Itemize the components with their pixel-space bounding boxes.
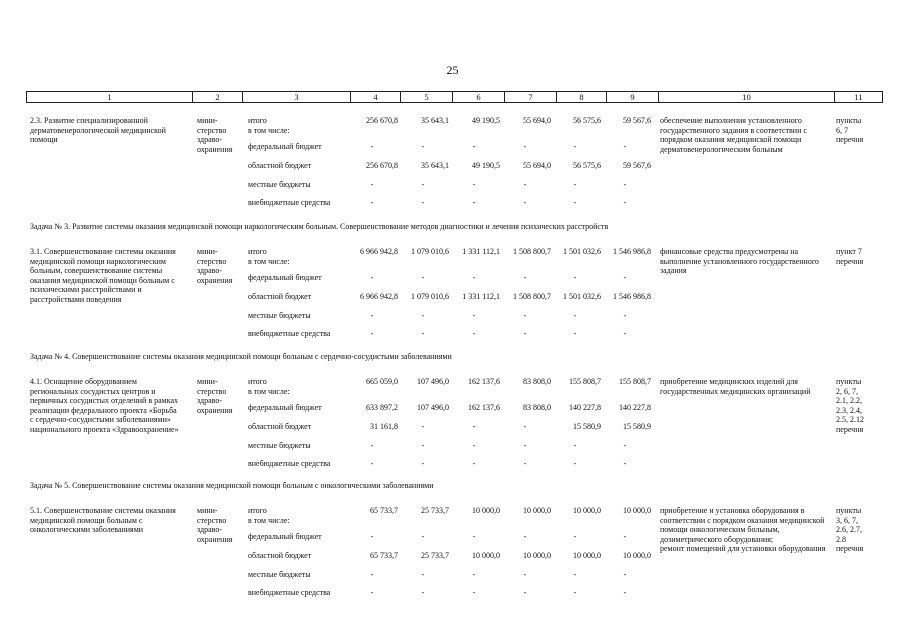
column-header: 5 — [401, 92, 453, 103]
expected-result: финансовые средства предусмотрены на выполнение установленного государственного задания — [660, 247, 819, 276]
funding-value: - — [623, 532, 627, 541]
funding-value: 35 643,1 — [421, 161, 449, 170]
funding-value: - — [523, 198, 527, 207]
funding-value: 25 733,7 — [421, 551, 449, 560]
column-header: 7 — [505, 92, 557, 103]
funding-value: 1 079 010,6 — [411, 292, 449, 301]
activity-name: 4.1. Оснащение оборудованием региональных сосудистых центров и первичных сосудистых отделений в рамках реализации федерального проекта «Борьба с сердечно-сосудистыми заболеваниями» национального проекта «Здравоохранение» — [30, 377, 179, 434]
funding-value: 1 331 112,1 — [462, 247, 500, 256]
funding-value: - — [523, 180, 527, 189]
funding-value: 155 808,7 — [619, 377, 651, 386]
funding-value: - — [472, 588, 476, 597]
task-heading: Задача № 5. Совершенствование системы оказания медицинской помощи больным с онкологическими заболеваниями — [30, 481, 434, 490]
funding-value: - — [523, 422, 527, 431]
funding-value: 15 580,9 — [623, 422, 651, 431]
funding-value: 10 000,0 — [472, 506, 500, 515]
funding-value: - — [370, 588, 374, 597]
funding-source-label: итого в том числе: — [248, 247, 290, 266]
executor: мини- стерство здраво- охранения — [197, 377, 233, 415]
funding-value: - — [523, 311, 527, 320]
funding-value: - — [370, 459, 374, 468]
funding-source-label: внебюджетные средства — [248, 459, 331, 468]
funding-value: - — [523, 273, 527, 282]
funding-source-label: внебюджетные средства — [248, 329, 331, 338]
funding-value: 140 227,8 — [619, 403, 651, 412]
funding-value: 1 501 032,6 — [563, 247, 601, 256]
funding-value: 665 059,0 — [366, 377, 398, 386]
funding-value: - — [623, 273, 627, 282]
funding-value: - — [472, 441, 476, 450]
funding-value: 107 496,0 — [417, 403, 449, 412]
executor: мини- стерство здраво- охранения — [197, 247, 233, 285]
funding-value: - — [421, 459, 425, 468]
task-heading: Задача № 4. Совершенствование системы оказания медицинской помощи больным с сердечно-сосудистыми заболеваниями — [30, 352, 452, 361]
program-points: пункт 7 перечня — [836, 247, 864, 266]
funding-source-label: местные бюджеты — [248, 570, 311, 579]
funding-value: 25 733,7 — [421, 506, 449, 515]
funding-value: - — [421, 273, 425, 282]
funding-source-label: федеральный бюджет — [248, 142, 322, 151]
funding-source-label: федеральный бюджет — [248, 273, 322, 282]
funding-value: 6 966 942,8 — [360, 292, 398, 301]
funding-value: - — [472, 180, 476, 189]
funding-value: 1 331 112,1 — [462, 292, 500, 301]
funding-value: - — [370, 570, 374, 579]
funding-value: - — [573, 570, 577, 579]
funding-value: - — [472, 329, 476, 338]
program-points: пункты 6, 7 перечня — [836, 116, 864, 145]
funding-value: - — [523, 441, 527, 450]
funding-value: - — [421, 441, 425, 450]
funding-value: 49 190,5 — [472, 116, 500, 125]
funding-value: 107 496,0 — [417, 377, 449, 386]
funding-value: 56 575,6 — [573, 116, 601, 125]
funding-value: 162 137,6 — [468, 377, 500, 386]
funding-value: 256 670,8 — [366, 116, 398, 125]
funding-source-label: внебюджетные средства — [248, 588, 331, 597]
executor: мини- стерство здраво- охранения — [197, 116, 233, 154]
funding-source-label: областной бюджет — [248, 422, 312, 431]
funding-value: 49 190,5 — [472, 161, 500, 170]
funding-value: 56 575,6 — [573, 161, 601, 170]
funding-value: - — [523, 570, 527, 579]
funding-value: - — [623, 180, 627, 189]
funding-value: - — [573, 198, 577, 207]
funding-value: - — [573, 441, 577, 450]
funding-value: - — [623, 459, 627, 468]
funding-value: - — [370, 311, 374, 320]
funding-value: 65 733,7 — [370, 506, 398, 515]
funding-value: 83 808,0 — [523, 403, 551, 412]
funding-value: - — [573, 142, 577, 151]
column-header: 6 — [453, 92, 505, 103]
expected-result: обеспечение выполнения установленного государственного задания в соответствии с порядком оказания медицинской помощи дерматовенерологическим больным — [660, 116, 807, 154]
funding-value: 256 670,8 — [366, 161, 398, 170]
funding-value: - — [523, 532, 527, 541]
funding-source-label: областной бюджет — [248, 161, 312, 170]
funding-value: - — [370, 273, 374, 282]
funding-value: 1 501 032,6 — [563, 292, 601, 301]
funding-value: - — [573, 180, 577, 189]
funding-value: 10 000,0 — [623, 506, 651, 515]
funding-value: - — [370, 329, 374, 338]
funding-value: - — [421, 570, 425, 579]
funding-value: 1 546 986,8 — [613, 292, 651, 301]
task-heading: Задача № 3. Развитие системы оказания медицинской помощи наркологическим больным. Совершенствование методов диагностики и лечения психических расстройств — [30, 222, 609, 231]
funding-value: 83 808,0 — [523, 377, 551, 386]
funding-value: 55 694,0 — [523, 161, 551, 170]
funding-value: - — [523, 459, 527, 468]
funding-value: - — [472, 311, 476, 320]
executor: мини- стерство здраво- охранения — [197, 506, 233, 544]
funding-value: - — [472, 273, 476, 282]
funding-source-label: внебюджетные средства — [248, 198, 331, 207]
funding-value: 35 643,1 — [421, 116, 449, 125]
funding-value: 10 000,0 — [523, 551, 551, 560]
funding-value: - — [370, 198, 374, 207]
funding-value: - — [573, 273, 577, 282]
column-header: 3 — [243, 92, 351, 103]
funding-value: - — [472, 459, 476, 468]
funding-value: - — [523, 588, 527, 597]
column-header: 10 — [659, 92, 835, 103]
column-header: 4 — [351, 92, 401, 103]
funding-value: 633 897,2 — [366, 403, 398, 412]
funding-source-label: федеральный бюджет — [248, 403, 322, 412]
funding-value: - — [573, 588, 577, 597]
funding-source-label: федеральный бюджет — [248, 532, 322, 541]
funding-value: 140 227,8 — [569, 403, 601, 412]
funding-value: - — [623, 311, 627, 320]
funding-value: 15 580,9 — [573, 422, 601, 431]
funding-value: - — [523, 329, 527, 338]
funding-value: - — [370, 441, 374, 450]
funding-value: - — [573, 459, 577, 468]
funding-value: - — [421, 532, 425, 541]
funding-value: - — [421, 311, 425, 320]
funding-value: - — [370, 532, 374, 541]
column-header: 11 — [835, 92, 883, 103]
program-points: пункты 2, 6, 7, 2.1, 2.2, 2.3, 2.4, 2.5, 2.12 перечня — [836, 377, 864, 434]
column-header: 8 — [557, 92, 607, 103]
column-header: 9 — [607, 92, 659, 103]
funding-value: 10 000,0 — [523, 506, 551, 515]
funding-value: - — [472, 142, 476, 151]
funding-value: 65 733,7 — [370, 551, 398, 560]
funding-value: - — [623, 142, 627, 151]
program-points: пункты 3, 6, 7, 2.6, 2.7, 2.8 перечня — [836, 506, 864, 554]
funding-value: 10 000,0 — [623, 551, 651, 560]
funding-value: 10 000,0 — [573, 506, 601, 515]
column-header: 1 — [27, 92, 193, 103]
funding-value: 155 808,7 — [569, 377, 601, 386]
funding-value: - — [573, 311, 577, 320]
funding-value: - — [623, 198, 627, 207]
page-number: 25 — [446, 63, 459, 77]
funding-source-label: местные бюджеты — [248, 180, 311, 189]
funding-value: - — [573, 329, 577, 338]
funding-value: 162 137,6 — [468, 403, 500, 412]
funding-source-label: итого в том числе: — [248, 377, 290, 396]
column-header-row — [26, 91, 883, 103]
expected-result: приобретение медицинских изделий для государственных медицинских организаций — [660, 377, 811, 396]
funding-value: - — [623, 329, 627, 338]
activity-name: 2.3. Развитие специализированной дерматовенерологической медицинской помощи — [30, 116, 166, 145]
funding-value: - — [623, 570, 627, 579]
column-header: 2 — [193, 92, 243, 103]
funding-value: - — [421, 422, 425, 431]
activity-name: 3.1. Совершенствование системы оказания медицинской помощи наркологическим больным, совершенствование системы оказания медицинской помощи больным с психическими расстройствами и расстройствами поведения — [30, 247, 176, 304]
funding-value: 55 694,0 — [523, 116, 551, 125]
funding-value: - — [370, 180, 374, 189]
funding-value: - — [523, 142, 527, 151]
funding-value: - — [472, 422, 476, 431]
funding-source-label: местные бюджеты — [248, 311, 311, 320]
funding-value: 31 161,8 — [370, 422, 398, 431]
funding-source-label: областной бюджет — [248, 551, 312, 560]
funding-value: - — [472, 532, 476, 541]
funding-value: - — [421, 588, 425, 597]
activity-name: 5.1. Совершенствование системы оказания медицинской помощи больным с онкологическими заболеваниями — [30, 506, 176, 535]
funding-value: - — [472, 198, 476, 207]
funding-value: - — [623, 441, 627, 450]
funding-value: - — [573, 532, 577, 541]
funding-source-label: итого в том числе: — [248, 116, 290, 135]
expected-result: приобретение и установка оборудования в соответствии с порядком оказания медицинской помощи онкологическим больным, дозиметрического оборудования; ремонт помещений для установки оборудования — [660, 506, 826, 554]
funding-value: - — [472, 570, 476, 579]
funding-source-label: местные бюджеты — [248, 441, 311, 450]
funding-value: 10 000,0 — [472, 551, 500, 560]
funding-value: - — [421, 198, 425, 207]
funding-source-label: итого в том числе: — [248, 506, 290, 525]
funding-value: - — [370, 142, 374, 151]
funding-source-label: областной бюджет — [248, 292, 312, 301]
funding-value: 1 546 986,8 — [613, 247, 651, 256]
funding-value: 10 000,0 — [573, 551, 601, 560]
funding-value: 1 079 010,6 — [411, 247, 449, 256]
funding-value: - — [623, 588, 627, 597]
funding-value: 1 508 800,7 — [513, 292, 551, 301]
funding-value: 1 508 800,7 — [513, 247, 551, 256]
funding-value: - — [421, 142, 425, 151]
funding-value: 59 567,6 — [623, 161, 651, 170]
funding-value: - — [421, 180, 425, 189]
funding-value: 59 567,6 — [623, 116, 651, 125]
funding-value: - — [421, 329, 425, 338]
funding-value: 6 966 942,8 — [360, 247, 398, 256]
